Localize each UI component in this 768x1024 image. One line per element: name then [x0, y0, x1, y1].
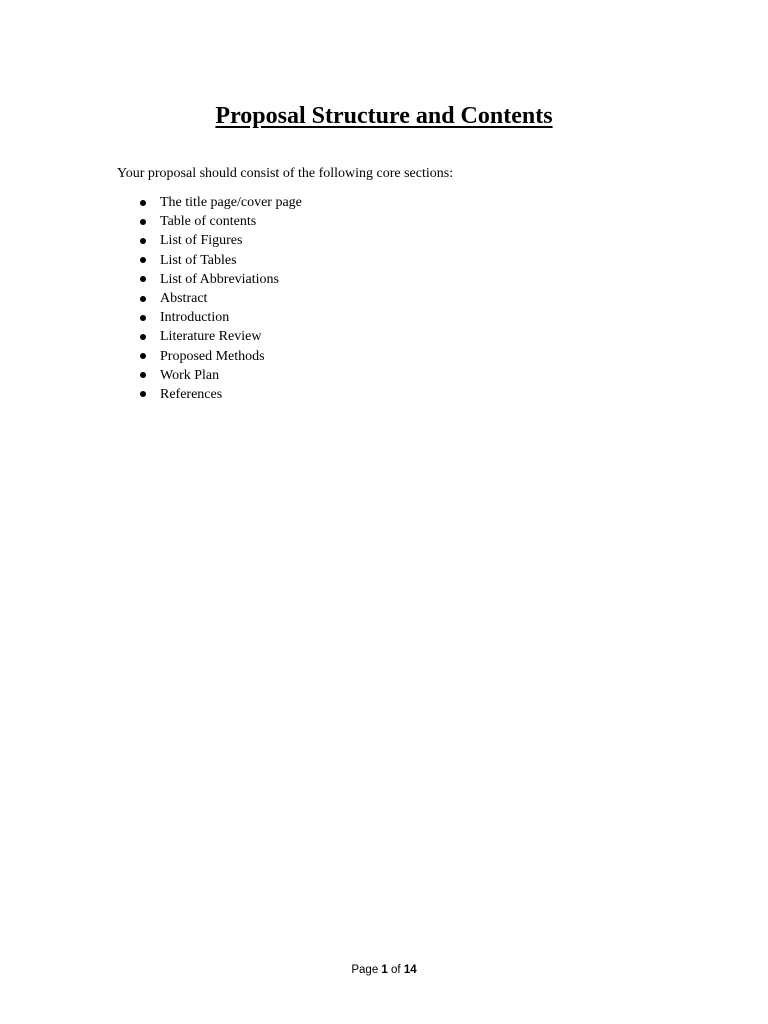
list-item-label: Table of contents — [160, 214, 257, 230]
bullet-icon — [140, 372, 146, 378]
bullet-icon — [140, 391, 146, 397]
list-item-label: Literature Review — [160, 329, 262, 345]
bullet-icon — [140, 334, 146, 340]
list-item-label: List of Abbreviations — [160, 271, 279, 287]
total-pages-number: 14 — [403, 964, 417, 976]
of-label: of — [391, 964, 401, 976]
list-item — [137, 327, 302, 346]
list-item — [137, 212, 302, 231]
list-item — [137, 347, 302, 366]
list-item-label: List of Tables — [160, 252, 237, 268]
list-item — [137, 251, 302, 270]
list-item — [137, 289, 302, 308]
list-item-label: List of Figures — [160, 233, 243, 249]
list-item-label: The title page/cover page — [160, 195, 302, 210]
list-item-label: Proposed Methods — [160, 348, 265, 364]
intro-paragraph: Your proposal should consist of the following core sections: — [117, 166, 454, 181]
list-item — [137, 270, 302, 289]
bullet-icon — [140, 353, 146, 359]
page-number-footer — [0, 962, 768, 978]
bullet-icon — [140, 238, 146, 244]
page-title: Proposal Structure and Contents — [215, 103, 553, 129]
list-item-label: Introduction — [160, 310, 230, 326]
list-item — [137, 366, 302, 385]
list-item-label: Abstract — [160, 290, 208, 306]
bullet-icon — [140, 315, 146, 321]
page-label: Page — [351, 964, 379, 976]
bullet-icon — [140, 296, 146, 302]
list-item-label: Work Plan — [160, 367, 220, 383]
bullet-icon — [140, 276, 146, 282]
list-item-label: References — [160, 386, 223, 402]
list-item — [137, 308, 302, 327]
core-sections-list — [137, 193, 302, 404]
list-item — [137, 231, 302, 250]
current-page-number: 1 — [381, 964, 388, 976]
bullet-icon — [140, 257, 146, 263]
list-item — [137, 385, 302, 404]
bullet-icon — [140, 219, 146, 225]
bullet-icon — [140, 200, 146, 206]
list-item — [137, 193, 302, 212]
